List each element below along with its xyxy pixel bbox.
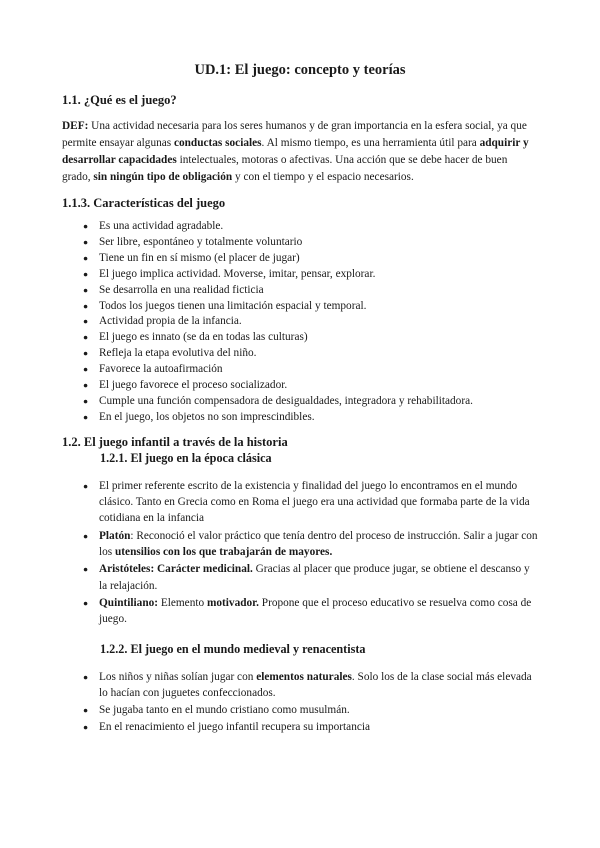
list-item [62,561,538,594]
list-item: ● El juego implica actividad. Moverse, imitar, pensar, explorar. [62,267,538,283]
subsection-heading-1-2-1: 1.2.1. El juego en la época clásica [100,450,272,465]
def-label: DEF: [62,120,89,132]
list-item: ● Es una actividad agradable. [62,219,538,235]
def-bold-3: sin ningún tipo de obligación [93,171,233,183]
def-text-1: Una actividad necesaria para los seres humanos y de gran importancia en la esfera social, ya que permite ensayar algunas [62,120,527,149]
platon-text: : Reconoció el valor práctico que tenía dentro del proceso de instrucción. Salir a jugar con los [99,529,538,558]
section-heading-1-1-3: 1.1.3. Características del juego [62,196,226,210]
definition-paragraph [62,118,538,186]
medieval-era-list [62,670,538,736]
quintiliano-label: Quintiliano: [99,596,159,609]
medieval-bold: elementos naturales [256,671,352,684]
platon-bold: utensilios con los que trabajarán de mayores. [115,545,333,558]
section-heading-1-1: 1.1. ¿Qué es el juego? [62,93,177,107]
def-text-3: intelectuales, motoras o afectivas. Una acción que se debe hacer de buen grado, [62,154,508,183]
subsection-heading-1-2-2: 1.2.2. El juego en el mundo medieval y renacentista [100,642,366,657]
platon-label: Platón [99,529,131,542]
list-item: ● Cumple una función compensadora de desigualdades, integradora y rehabilitadora. [62,394,538,410]
list-item: ● El juego favorece el proceso socializador. [62,378,538,394]
list-item: ● Ser libre, espontáneo y totalmente voluntario [62,235,538,251]
list-item [62,595,538,628]
quintiliano-bold: motivador. [206,596,259,609]
medieval-text-1: Los niños y niñas solían jugar con [99,671,257,684]
list-item [62,670,538,702]
characteristics-list [62,219,538,426]
section-heading-1-2: 1.2. El juego infantil a través de la historia [62,434,288,449]
list-item: ● Favorece la autoafirmación [62,362,538,378]
list-item: ● Refleja la etapa evolutiva del niño. [62,346,538,362]
aristoteles-label: Aristóteles: Carácter medicinal. [99,563,253,576]
list-item [62,528,538,561]
list-item: ● Actividad propia de la infancia. [62,314,538,330]
classical-era-list [62,478,538,628]
list-item: ● Todos los juegos tienen una limitación espacial y temporal. [62,299,538,315]
list-item [62,478,538,527]
quintiliano-text-2: Propone que el proceso educativo se resuelva como cosa de juego. [99,596,532,626]
medieval-text-2: . Solo los de la clase social más elevada lo hacían con juguetes confeccionados. [99,671,532,700]
classical-intro: El primer referente escrito de la existencia y finalidad del juego lo encontramos en el mundo clásico. Tanto en Grecia como en Roma el juego era una actividad que formaba parte de la vida cotidiana en la infancia [99,479,530,525]
list-item: ● El juego es innato (se da en todas las culturas) [62,330,538,346]
aristoteles-text: Gracias al placer que produce jugar, se obtiene el descanso y la relajación. [99,563,530,592]
def-text-2: . Al mismo tiempo, es una herramienta útil para [261,137,480,149]
list-item: ● Tiene un fin en sí mismo (el placer de jugar) [62,251,538,267]
list-item: ● En el renacimiento el juego infantil recupera su importancia [62,720,538,736]
document-title: UD.1: El juego: concepto y teorías [194,62,406,78]
def-text-4: y con el tiempo y el espacio necesarios. [232,171,414,183]
document-page [62,62,538,736]
list-item: ● Se jugaba tanto en el mundo cristiano como musulmán. [62,703,538,719]
def-bold-1: conductas sociales [173,137,262,149]
list-item: ● Se desarrolla en una realidad ficticia [62,283,538,299]
list-item: ● En el juego, los objetos no son imprescindibles. [62,410,538,426]
quintiliano-text: Elemento [158,596,207,609]
def-bold-2: adquirir y desarrollar capacidades [62,137,529,166]
